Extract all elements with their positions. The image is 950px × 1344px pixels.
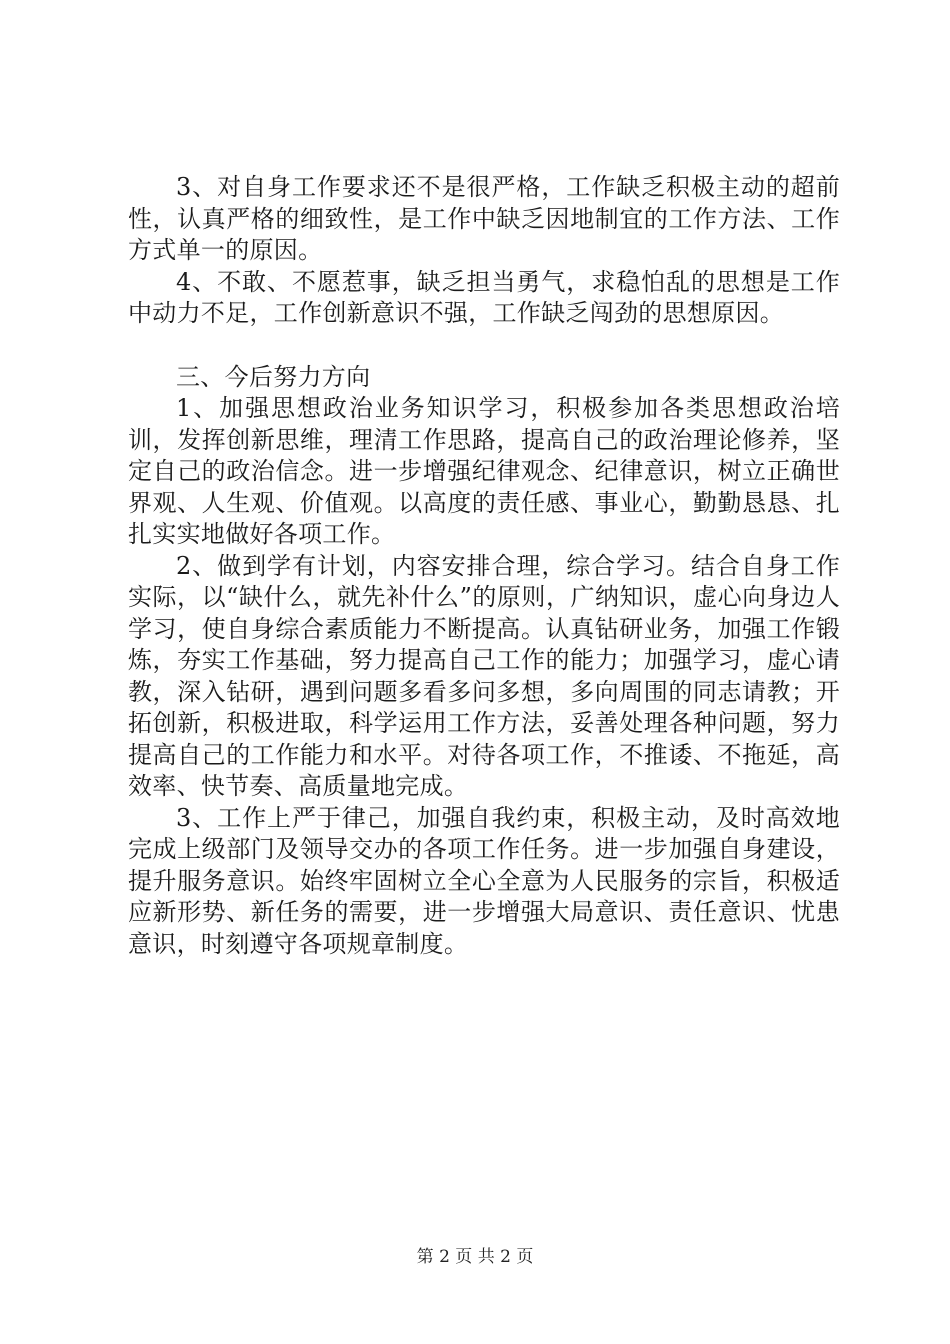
page-footer: 第 2 页 共 2 页 (416, 1247, 534, 1267)
paragraph-item-3: 3、对自身工作要求还不是很严格，工作缺乏积极主动的超前性，认真严格的细致性，是工作中缺乏因地制宜的工作方法、工作方式单一的原因。 (128, 173, 840, 264)
paragraph-direction-1: 1、加强思想政治业务知识学习，积极参加各类思想政治培训，发挥创新思维，理清工作思路，提高自己的政治理论修养，坚定自己的政治信念。进一步增强纪律观念、纪律意识，树立正确世界观、人生观、价值观。以高度的责任感、事业心，勤勤恳恳、扎扎实实地做好各项工作。 (128, 394, 840, 548)
paragraph-direction-3: 3、工作上严于律己，加强自我约束，积极主动，及时高效地完成上级部门及领导交办的各项工作任务。进一步加强自身建设，提升服务意识。始终牢固树立全心全意为人民服务的宗旨，积极适应新形势、新任务的需要，进一步增强大局意识、责任意识、忧患意识，时刻遵守各项规章制度。 (128, 803, 840, 958)
document-body (128, 172, 840, 960)
paragraph-gap (128, 330, 840, 362)
paragraph-direction-2: 2、做到学有计划，内容安排合理，综合学习。结合自身工作实际，以“缺什么，就先补什么”的原则，广纳知识，虚心向身边人学习，使自身综合素质能力不断提高。认真钻研业务，加强工作锻炼，夯实工作基础，努力提高自己工作的能力；加强学习，虚心请教，深入钻研，遇到问题多看多问多想，多向周围的同志请教；开拓创新，积极进取，科学运用工作方法，妥善处理各种问题，努力提高自己的工作能力和水平。对待各项工作，不推诿、不拖延，高效率、快节奏、高质量地完成。 (128, 551, 840, 800)
paragraph-item-4: 4、不敢、不愿惹事，缺乏担当勇气，求稳怕乱的思想是工作中动力不足，工作创新意识不强，工作缺乏闯劲的思想原因。 (128, 267, 840, 327)
section-heading: 三、今后努力方向 (176, 362, 371, 391)
